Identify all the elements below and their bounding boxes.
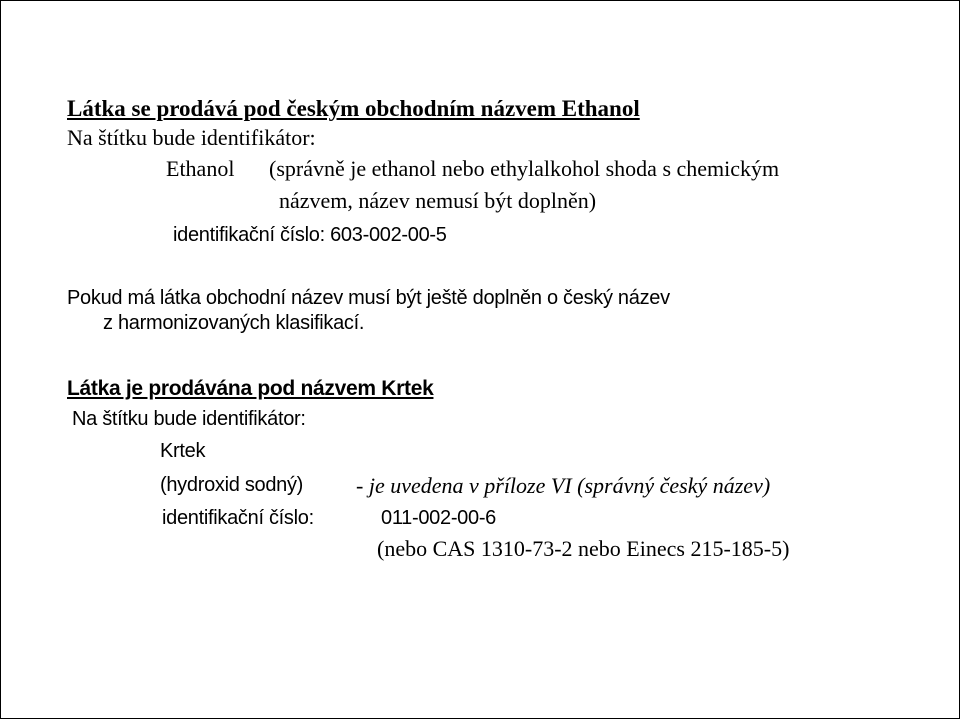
section2-chemical-note: - je uvedena v příloze VI (správný český název) [356, 473, 771, 498]
section1-name-value: Ethanol [166, 156, 235, 181]
section1-label-intro: Na štítku bude identifikátor: [67, 125, 316, 150]
paragraph-line1: Pokud má látka obchodní název musí být ještě doplněn o český název [67, 287, 670, 309]
section1-id-line: identifikační číslo: 603-002-00-5 [173, 224, 447, 246]
section2-heading: Látka je prodávána pod názvem Krtek [67, 377, 434, 400]
section2-id-value: 011-002-00-6 [381, 507, 497, 529]
section1-note-line2: názvem, název nemusí být doplněn) [279, 188, 597, 213]
section2-label-intro: Na štítku bude identifikátor: [72, 408, 306, 430]
section2-name-value: Krtek [160, 440, 206, 462]
section2-alt-ids: (nebo CAS 1310-73-2 nebo Einecs 215-185-5) [377, 536, 790, 561]
section1-heading: Látka se prodává pod českým obchodním názvem Ethanol [67, 96, 640, 121]
section2-id-label: identifikační číslo: [162, 507, 314, 529]
section2-chemical-name: (hydroxid sodný) [160, 474, 304, 496]
section1-note-line1: (správně je ethanol nebo ethylalkohol shoda s chemickým [269, 156, 780, 181]
paragraph-line2: z harmonizovaných klasifikací. [103, 312, 365, 334]
